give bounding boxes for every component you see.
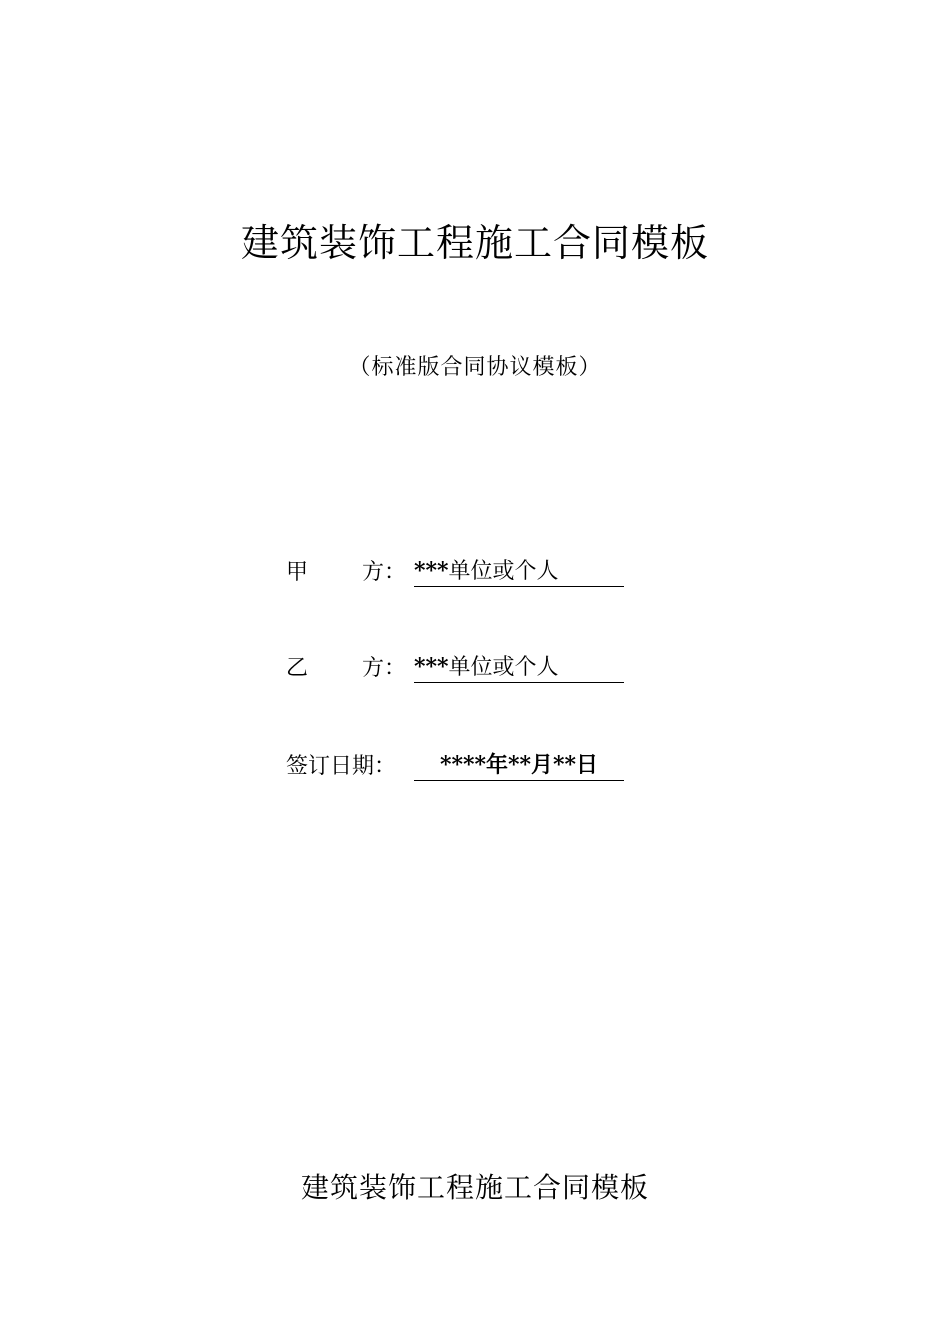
party-a-value-prefix: *** (414, 558, 449, 584)
sign-date-value: ****年**月**日 (414, 750, 624, 781)
party-a-value (414, 556, 624, 587)
sign-date-label: 签订日期： (286, 754, 397, 779)
party-b-label-first: 乙 (286, 656, 309, 681)
document-subtitle: （标准版合同协议模板） (348, 355, 602, 380)
document-title: 建筑装饰工程施工合同模板 (240, 221, 709, 265)
party-a-label-first: 甲 (286, 560, 309, 585)
party-b-value (414, 652, 624, 683)
footer-title: 建筑装饰工程施工合同模板 (300, 1171, 649, 1204)
party-a-label-second: 方： (362, 560, 407, 585)
party-a-value-text: 单位或个人 (448, 559, 559, 584)
party-b-label-second: 方： (362, 656, 407, 681)
party-b-value-prefix: *** (414, 654, 449, 680)
party-b-value-text: 单位或个人 (448, 655, 559, 680)
